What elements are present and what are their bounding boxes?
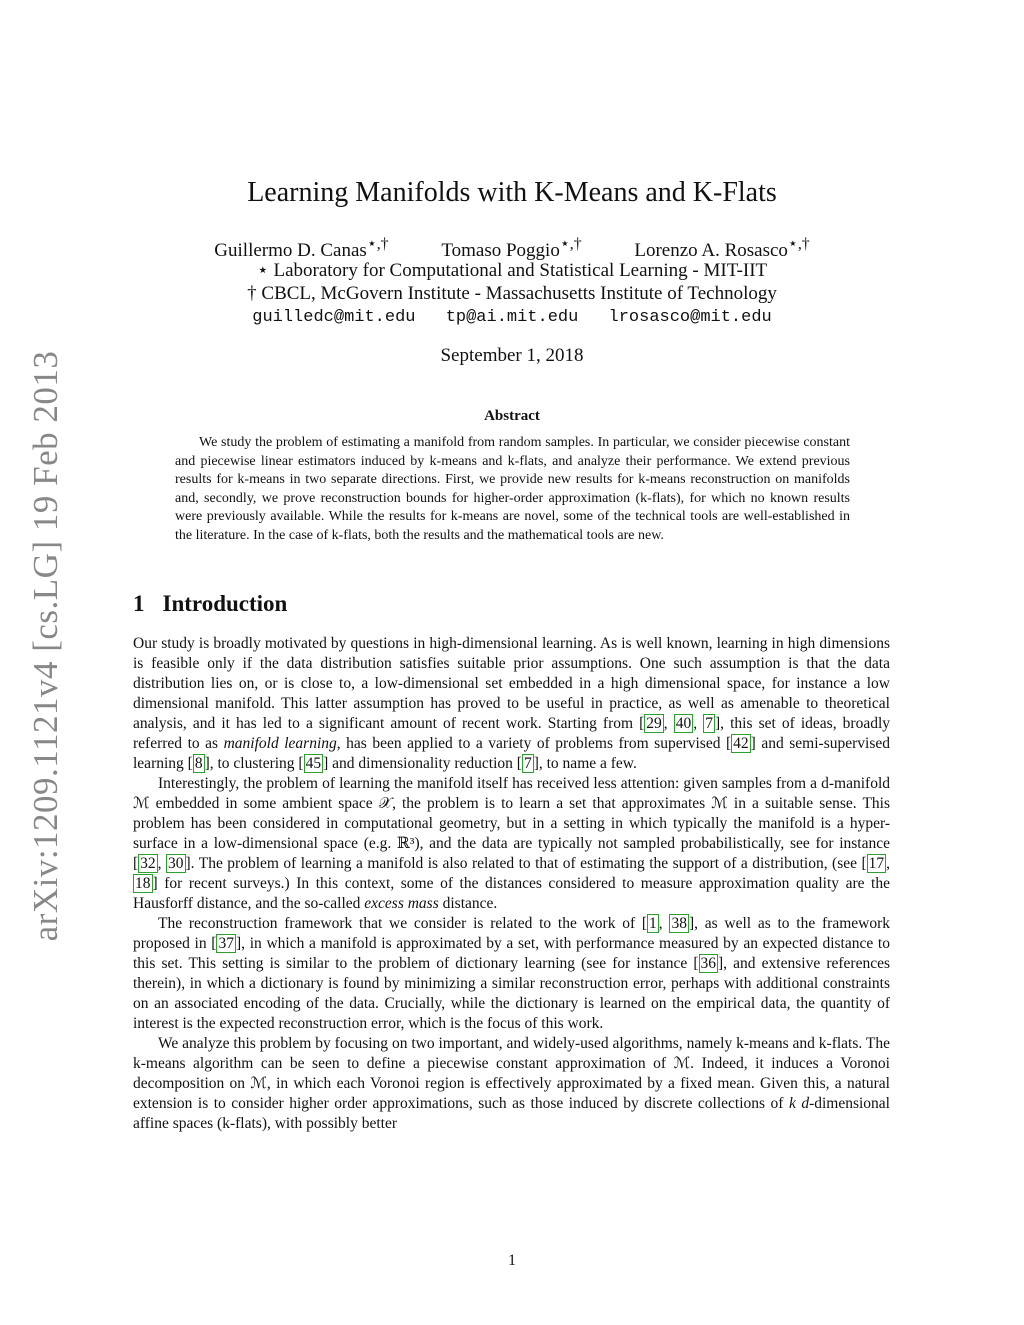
citation-link[interactable]: 38 [671,915,687,932]
section-number: 1 [133,591,145,616]
citation-link[interactable]: 17 [868,855,885,872]
citation-link[interactable]: 7 [523,755,532,772]
abstract-text: We study the problem of estimating a manifold from random samples. In particular, we consider piecewise constant and piecewise linear estimators induced by k-means and k-flats, and analyze their performance. We extend previous results for k-means in two separate directions. First, we provide new results for k-means reconstruction on manifolds and, secondly, we prove reconstruction bounds for higher-order approximation (k-flats), for which no known results were previously available. While the results for k-means are novel, some of the technical tools are well-established in the literature. In the case of k-flats, both the results and the mathematical tools are new. [175,435,850,543]
citation-link[interactable]: 30 [168,855,184,872]
citation-link[interactable]: 40 [675,715,692,732]
citation-link[interactable]: 8 [194,755,203,772]
page-number: 1 [508,1252,516,1269]
citation-link[interactable]: 32 [140,855,156,872]
affiliation-cbcl: † CBCL, McGovern Institute - Massachusetts Institute of Technology [247,283,777,304]
abstract-heading: Abstract [484,408,540,424]
citation-link[interactable]: 42 [733,735,749,752]
paragraph-3: The reconstruction framework that we consider is related to the work of [ 1 , 38 ], as well as to the framework proposed in [ 37 ], in which a manifold is approximated by a set, with performance measured by an expected distance to this set. This setting is similar to the problem of dictionary learning (see for instance [ 36 ], and extensive references therein), in which a dictionary is found by minimizing a similar reconstruction error, perhaps with additional constraints on an associated encoding of the data. Crucially, while the dictionary is learned on the empirical data, the quantity of interest is the expected reconstruction error, which is the focus of this work. [133,915,890,1032]
introduction-body [133,634,890,1134]
citation-link[interactable]: 45 [305,755,322,772]
email-list [0,308,1024,327]
email-rosasco: lrosasco@mit.edu [608,308,772,327]
paper-date: September 1, 2018 [440,345,584,366]
citation-link[interactable]: 18 [135,875,151,892]
citation-link[interactable]: 37 [218,935,234,952]
section-heading-introduction [133,591,287,617]
author-poggio: Tomaso Poggio⋆,† [441,236,582,262]
section-title: Introduction [162,591,288,616]
author-rosasco: Lorenzo A. Rosasco⋆,† [634,236,810,262]
affiliation-lcsl: ⋆ Laboratory for Computational and Statistical Learning - MIT-IIT [256,260,768,281]
paragraph-4: We analyze this problem by focusing on two important, and widely-used algorithms, namely k-means and k-flats. The k-means algorithm can be seen to define a piecewise constant approximation of ℳ. Indeed, it induces a Voronoi decomposition on ℳ, in which each Voronoi region is effectively approximated by a fixed mean. Given this, a natural extension is to consider higher order approximations, such as those induced by discrete collections of k d-dimensional affine spaces (k-flats), with possibly better [133,1035,890,1132]
citation-link[interactable]: 1 [649,915,657,932]
citation-link[interactable]: 7 [705,715,713,732]
paper-title: Learning Manifolds with K-Means and K-Flats [247,177,777,208]
citation-link[interactable]: 29 [646,715,662,732]
email-canas: guilledc@mit.edu [252,308,416,327]
citation-link[interactable]: 36 [700,955,716,972]
paragraph-2: Interestingly, the problem of learning the manifold itself has received less attention: given samples from a d-manifold ℳ embedded in some ambient space 𝒳, the problem is to learn a set that approximates ℳ in a suitable sense. This problem has been considered in computational geometry, but in a setting in which typically the manifold is a hyper-surface in a low-dimensional space (e.g. ℝ³), and the data are typically not sampled probabilistically, see for instance [ 32 , 30 ]. The problem of learning a manifold is also related to that of estimating the support of a distribution, (see [ 17 , 18 ] for recent surveys.) In this context, some of the distances considered to measure approximation quality are the Hausforff distance, and the so-called excess mass distance. [133,775,891,912]
email-poggio: tp@ai.mit.edu [445,308,579,327]
author-canas: Guillermo D. Canas⋆,† [214,236,389,262]
paragraph-1: Our study is broadly motivated by questions in high-dimensional learning. As is well known, learning in high dimensions is feasible only if the data distribution satisfies suitable prior assumptions. One such assumption is that the data distribution lies on, or is close to, a low-dimensional set embedded in a high dimensional space, for instance a low dimensional manifold. This latter assumption has proved to be useful in practice, as well as amenable to theoretical analysis, and it has led to a significant amount of recent work. Starting from [ 29 , 40 , 7 ], this set of ideas, broadly referred to as manifold learning, has been applied to a variety of problems from supervised [ 42 ] and semi-supervised learning [ 8 ], to clustering [ 45 ] and dimensionality reduction [ 7 ], to name a few. [133,635,891,772]
arxiv-identifier-stamp: arXiv:1209.1121v4 [cs.LG] 19 Feb 2013 [26,350,65,942]
